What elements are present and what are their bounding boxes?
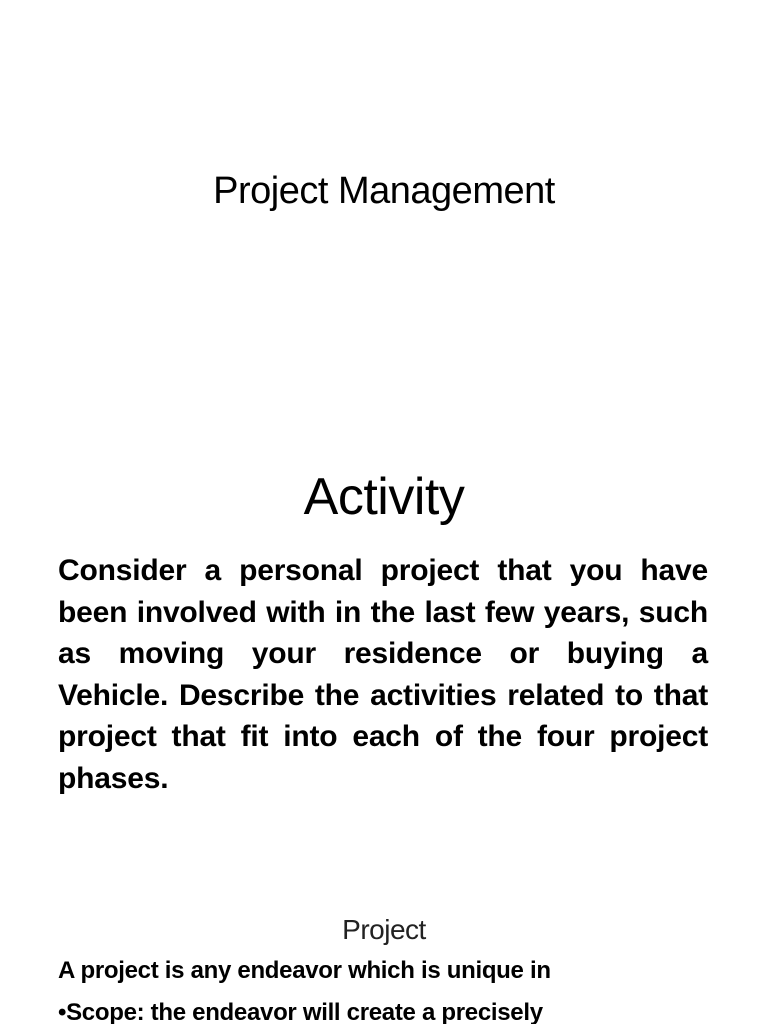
slide-title: Project Management — [213, 170, 555, 212]
slide-title: Project — [342, 914, 426, 945]
slide-intro-text: A project is any endeavor which is unique in — [58, 957, 551, 984]
slide-body-text: Consider a personal project that you have been involved with in the last few years, such as moving your residence or buying a Vehicle. Describe the activities related to that project that fit into each of the four project phases. — [58, 554, 708, 795]
slide-title: Activity — [303, 468, 465, 526]
bullet-item: •Scope: the endeavor will create a precisely — [58, 999, 543, 1024]
